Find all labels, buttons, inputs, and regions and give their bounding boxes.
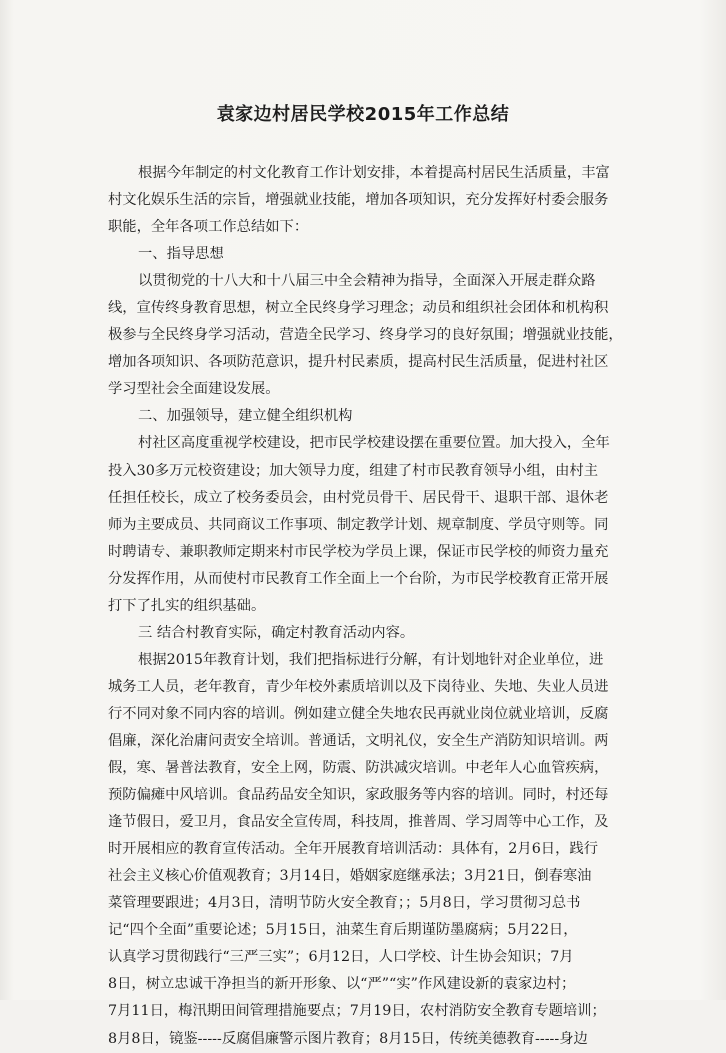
body-line: 逢节假日，爱卫月，食品安全宣传周，科技周，推普周、学习周等中心工作，及 bbox=[108, 814, 609, 831]
body-line: 任担任校长，成立了校务委员会，由村党员骨干、居民骨干、退职干部、退休老 bbox=[108, 489, 609, 506]
body-line: 村文化娱乐生活的宗旨，增强就业技能，增加各项知识，充分发挥好村委会服务 bbox=[108, 192, 609, 209]
body-line: 认真学习贯彻践行“三严三实”；6月12日，人口学校、计生协会知识；7月 bbox=[108, 949, 574, 966]
body-line: 投入30多万元校资建设；加大领导力度，组建了村市民教育领导小组，由村主 bbox=[108, 462, 598, 479]
body-line: 时聘请专、兼职教师定期来村市民学校为学员上课，保证市民学校的师资力量充 bbox=[108, 543, 609, 560]
body-line: 倡廉，深化治庸问责安全培训。普通话，文明礼仪，安全生产消防知识培训。两 bbox=[108, 732, 609, 749]
body-line: 二、加强领导，建立健全组织机构 bbox=[138, 408, 353, 425]
body-line: 极参与全民终身学习活动，营造全民学习、终身学习的良好氛围；增强就业技能， bbox=[108, 327, 623, 344]
body-line: 增加各项知识、各项防范意识，提升村民素质，提高村民生活质量，促进村社区 bbox=[108, 354, 609, 371]
body-line: 线，宣传终身教育思想，树立全民终身学习理念；动员和组织社会团体和机构积 bbox=[108, 300, 609, 317]
body-line: 三 结合村教育实际，确定村教育活动内容。 bbox=[138, 624, 415, 641]
body-line: 以贯彻党的十八大和十八届三中全会精神为指导，全面深入开展走群众路 bbox=[138, 273, 596, 290]
body-line: 行不同对象不同内容的培训。例如建立健全失地农民再就业岗位就业培训，反腐 bbox=[108, 705, 609, 722]
body-line: 7月11日，梅汛期田间管理措施要点；7月19日，农村消防安全教育专题培训； bbox=[108, 1003, 606, 1020]
body-line: 预防偏瘫中风培训。食品药品安全知识，家政服务等内容的培训。同时，村还每 bbox=[108, 787, 609, 804]
body-line: 根据2015年教育计划，我们把指标进行分解，有计划地针对企业单位，进 bbox=[138, 651, 604, 668]
body-line: 记“四个全面”重要论述；5月15日，油菜生育后期谨防墨腐病；5月22日， bbox=[108, 922, 578, 939]
document-title: 袁家边村居民学校2015年工作总结 bbox=[216, 104, 510, 125]
body-line: 时开展相应的教育宣传活动。全年开展教育培训活动：具体有，2月6日，践行 bbox=[108, 841, 598, 858]
body-line: 8日，树立忠诚干净担当的新开形象、以“严”“实”作风建设新的袁家边村； bbox=[108, 976, 576, 993]
document-body bbox=[108, 160, 628, 1053]
body-line: 职能，全年各项工作总结如下： bbox=[108, 219, 309, 236]
body-line: 打下了扎实的组织基础。 bbox=[108, 597, 266, 614]
body-line: 社会主义核心价值观教育；3月14日，婚姻家庭继承法；3月21日，倒春寒油 bbox=[108, 868, 592, 885]
body-line: 学习型社会全面建设发展。 bbox=[108, 381, 280, 398]
body-line: 师为主要成员、共同商议工作事项、制定教学计划、规章制度、学员守则等。同 bbox=[108, 516, 609, 533]
body-line: 一、指导思想 bbox=[138, 246, 224, 263]
body-line: 假，寒、暑普法教育，安全上网，防震、防洪减灾培训。中老年人心血管疾病， bbox=[108, 760, 609, 777]
body-line: 村社区高度重视学校建设，把市民学校建设摆在重要位置。加大投入，全年 bbox=[138, 435, 610, 452]
body-line: 根据今年制定的村文化教育工作计划安排，本着提高村居民生活质量，丰富 bbox=[138, 165, 610, 181]
body-line: 城务工人员，老年教育，青少年校外素质培训以及下岗待业、失地、失业人员进 bbox=[108, 678, 609, 695]
body-line: 8月8日，镜鉴-----反腐倡廉警示图片教育；8月15日，传统美德教育-----身边 bbox=[108, 1030, 588, 1047]
body-line: 菜管理要跟进；4月3日，清明节防火安全教育；；5月8日，学习贯彻习总书 bbox=[108, 895, 581, 912]
body-line: 分发挥作用，从而使村市民教育工作全面上一个台阶，为市民学校教育正常开展 bbox=[108, 570, 609, 587]
